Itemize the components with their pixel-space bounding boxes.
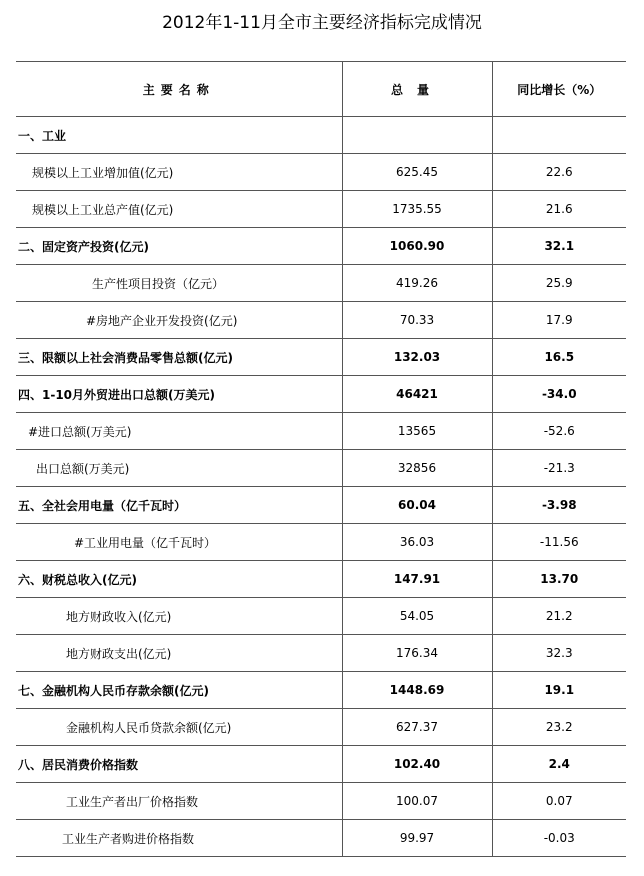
row-total: 625.45	[342, 154, 492, 191]
page-title: 2012年1-11月全市主要经济指标完成情况	[162, 13, 482, 33]
row-name: #进口总额(万美元)	[16, 413, 342, 450]
row-total: 54.05	[342, 598, 492, 635]
table-row	[16, 154, 626, 191]
row-name: 八、居民消费价格指数	[16, 746, 342, 783]
table-row	[16, 709, 626, 746]
table-row	[16, 561, 626, 598]
row-total: 102.40	[342, 746, 492, 783]
row-name: 一、工业	[16, 117, 342, 154]
row-total: 1735.55	[342, 191, 492, 228]
row-name: 工业生产者购进价格指数	[16, 820, 342, 857]
row-growth: 21.6	[492, 191, 626, 228]
row-total: 1448.69	[342, 672, 492, 709]
row-total: 147.91	[342, 561, 492, 598]
table-header-row	[16, 62, 626, 117]
table-row	[16, 376, 626, 413]
row-growth: 0.07	[492, 783, 626, 820]
row-total: 1060.90	[342, 228, 492, 265]
row-growth: 25.9	[492, 265, 626, 302]
row-growth: -34.0	[492, 376, 626, 413]
row-total: 13565	[342, 413, 492, 450]
row-growth: 19.1	[492, 672, 626, 709]
row-total	[342, 117, 492, 154]
row-growth	[492, 117, 626, 154]
row-total: 419.26	[342, 265, 492, 302]
table-row	[16, 598, 626, 635]
table-row	[16, 265, 626, 302]
row-name: 规模以上工业增加值(亿元)	[16, 154, 342, 191]
table-row	[16, 450, 626, 487]
row-growth: 23.2	[492, 709, 626, 746]
row-name: 二、固定资产投资(亿元)	[16, 228, 342, 265]
row-growth: 13.70	[492, 561, 626, 598]
table-row	[16, 302, 626, 339]
row-name: 三、限额以上社会消费品零售总额(亿元)	[16, 339, 342, 376]
header-growth: 同比增长（%）	[492, 62, 626, 117]
row-total: 176.34	[342, 635, 492, 672]
table-row	[16, 635, 626, 672]
row-total: 60.04	[342, 487, 492, 524]
row-name: 生产性项目投资（亿元）	[16, 265, 342, 302]
row-growth: -11.56	[492, 524, 626, 561]
table-row	[16, 672, 626, 709]
table-row	[16, 746, 626, 783]
row-growth: -21.3	[492, 450, 626, 487]
row-name: 五、全社会用电量（亿千瓦时）	[16, 487, 342, 524]
row-growth: 32.1	[492, 228, 626, 265]
row-growth: -52.6	[492, 413, 626, 450]
row-growth: -0.03	[492, 820, 626, 857]
row-growth: 16.5	[492, 339, 626, 376]
table-row	[16, 228, 626, 265]
row-total: 99.97	[342, 820, 492, 857]
header-name: 主要名称	[16, 62, 342, 117]
indicators-table	[16, 61, 626, 857]
row-name: 四、1-10月外贸进出口总额(万美元)	[16, 376, 342, 413]
table-row	[16, 413, 626, 450]
row-growth: 22.6	[492, 154, 626, 191]
row-name: 出口总额(万美元)	[16, 450, 342, 487]
row-name: 七、金融机构人民币存款余额(亿元)	[16, 672, 342, 709]
row-growth: 17.9	[492, 302, 626, 339]
row-total: 627.37	[342, 709, 492, 746]
table-row	[16, 524, 626, 561]
table-row	[16, 191, 626, 228]
row-name: 规模以上工业总产值(亿元)	[16, 191, 342, 228]
row-total: 32856	[342, 450, 492, 487]
row-name: 工业生产者出厂价格指数	[16, 783, 342, 820]
row-name: 地方财政收入(亿元)	[16, 598, 342, 635]
row-growth: 21.2	[492, 598, 626, 635]
row-name: 金融机构人民币贷款余额(亿元)	[16, 709, 342, 746]
row-name: 地方财政支出(亿元)	[16, 635, 342, 672]
row-total: 70.33	[342, 302, 492, 339]
row-total: 132.03	[342, 339, 492, 376]
row-total: 46421	[342, 376, 492, 413]
header-total: 总量	[342, 62, 492, 117]
table-row	[16, 339, 626, 376]
row-total: 100.07	[342, 783, 492, 820]
row-name: #房地产企业开发投资(亿元)	[16, 302, 342, 339]
table-row	[16, 783, 626, 820]
row-growth: -3.98	[492, 487, 626, 524]
row-growth: 32.3	[492, 635, 626, 672]
table-row	[16, 117, 626, 154]
row-name: 六、财税总收入(亿元)	[16, 561, 342, 598]
row-growth: 2.4	[492, 746, 626, 783]
table-row	[16, 487, 626, 524]
table-row	[16, 820, 626, 857]
row-name: #工业用电量（亿千瓦时）	[16, 524, 342, 561]
row-total: 36.03	[342, 524, 492, 561]
